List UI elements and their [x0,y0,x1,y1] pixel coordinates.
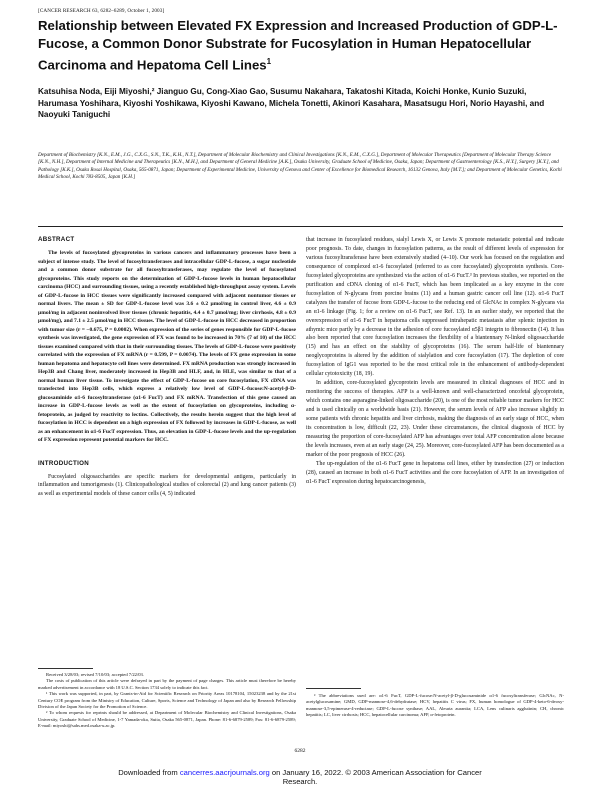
right-paragraph-3: The up-regulation of the α1-6 FucT gene in hepatoma cell lines, either by transfection (27) or induction (28), caused an increase in both α1-6 FucT activities and the core fucosylation of AFP. In an investigation of α1-6 FucT expression during hepatocarcinogenesis, [306,460,564,485]
title-footnote-mark: 1 [266,57,272,66]
right-paragraph-2: In addition, core-fucosylated glycoprotein levels are measured in clinical diagnoses of HCC and in monitoring the success of therapies. AFP is a well-known and well-characterized oncofetal glycoprotein, which contains one asparagine-linked oligosaccharide (20), is one of the most reliable tumor markers for HCC and is used clinically on a worldwide basis (21). However, the serum levels of AFP also increase slightly in some patients with chronic hepatitis and liver cirrhosis, making the diagnosis of an early stage of HCC, when its concentration is low, difficult (22, 23). Under these circumstances, the clinical diagnosis of HCC by measuring the proportion of core-fucosylated AFP has advantages over total AFP concentration alone because the levels increases, even at an early stage (24, 25). Moreover, core-fucosylated AFP has been documented as a marker of the poor prognosis of HCC (26). [306,380,564,458]
download-notice [0,768,600,787]
footnotes-right [306,693,564,718]
abstract-heading: ABSTRACT [38,236,75,243]
author-list: Katsuhisa Noda, Eiji Miyoshi,² Jianguo Gu, Cong-Xiao Gao, Susumu Nakahara, Takatoshi Kitada, Koichi Honke, Kunio Suzuki, Harumasa Yoshihara, Kiyoshi Yoshikawa, Kiyoshi Kawano, Michela Tonetti, Akinori Kasahara, Masatsugu Hori, Norio Hayashi, and Naoyuki Taniguchi [38,87,545,120]
affiliations: Department of Biochemistry [K.N., E.M., J.G., C.X.G., S.N., T.K., K.H., N.T.], Department of Molecular Biochemistry and Clinical Investigations [K.N., E.M., C.X.G.], Department of Molecular Therapeutics [Department of Molecular Therapy Science [K.N., N.H.], Department of Internal Medicine and Therapeutics [K.N., M.H.], and Department of General Medicine [A.K.], Osaka University, Graduate School of Medicine, Osaka, Japan; Department of Gastroenterology [K.S., H.Y.], Surgery [K.Y.], and Pathology [K.K.], Osaka Rosai Hospital, Osaka, 565-0871, Japan; Department of Experimental Medicine, University of Genova and Center of Excellence for Biomedical Research, 16132 Genova, Italy [M.T.]; and Department of Molecular Genetics, Kochi Medical School, Kochi 783-8505, Japan [K.H.] [38,152,562,181]
journal-link[interactable]: cancerres.aacrjournals.org [179,768,270,777]
abstract-text: The levels of fucosylated glycoproteins in various cancers and inflammatory processes have been a subject of intense study. The level of fucosyltransferases and intracellular GDP-L-fucose, a sugar nucleotide and a common donor substrate for all fucosyltransferases, may regulate the level of fucosylated glycoproteins. This study reports on the determination of GDP-L-fucose levels in human hepatocellular carcinoma (HCC) and surrounding tissues, using a recently established high-throughput assay system. Levels of GDP-L-fucose in HCC tissues were significantly increased compared with adjacent nontumor tissues or normal livers. The mean ± SD for GDP-L-fucose level was 3.6 ± 0.2 µmol/mg in control liver, 4.6 ± 0.9 µmol/mg in adjacent noninvolved liver tissues (chronic hepatitis, 4.4 ± 0.7 µmol/mg; liver cirrhosis, 4.8 ± 0.9 µmol/mg), and 7.1 ± 2.5 µmol/mg in HCC tissues. The level of GDP-L-fucose in HCC decreased in proportion with tumor size (r = −0.675, P = 0.0002). When expression of the series of genes responsible for GDP-L-fucose synthesis was investigated, the gene expression of FX was found to be increased in 70% (7 of 10) of the HCC tissues examined compared with that in their surrounding tissues. The levels of GDP-L-fucose were positively correlated with the expression of FX mRNA (r = 0.599, P = 0.0074). The levels of FX gene expression in some human hepatoma and hepatocyte cell lines were determined. FX mRNA production was strongly increased in Hep3B and Chang liver, moderately increased in Hep3B and HLF, and, in HLE, was similar to that of a normal human liver tissue. To investigate the effect of GDP-L-fucose on core fucosylation, FX cDNA was transfected into Hep3B cells, which express a relatively low level of GDP-L-fucose:N-acetyl-β-D-glucosaminide α1-6 fucosyltransferase (α1-6 FucT) and FX mRNA. Transfection of this gene caused an increase in GDP-L-fucose levels as well as the extent of fucosylation on glycoproteins, including α-fetoprotein, as judged by reactivity to lectins. Collectively, the results herein suggest that the high level of fucosylation in HCC is dependent on a high expression of FX followed by increases in GDP-L-fucose, as well as an enhancement in α1-6 FucT expression. Thus, an elevation in GDP-L-fucose levels and the up-regulation of FX expression represent potential markers for HCC. [38,250,296,443]
footnote-abbreviations: ³ The abbreviations used are: α1-6 FucT, GDP-L-fucose:N-acetyl-β-D-glucosaminide α1-6 fucosyltransferase; GlcNAc, N-acetylglucosamine; GMD, GDP-mannose-4,6-dehydratase; HCV, hepatitis C virus; FX, human homologue of GDP-4-keto-6-deoxy-mannose-3,5-epimerase-4-reductase; GDP-L-fucose synthase; AAL, Aleuria aurantia; LCA, Lens culinaris agglutinin; CH, chronic hepatitis; LC, liver cirrhosis; HCC, hepatocellular carcinoma; AFP, α-fetoprotein. [306,693,564,717]
header-divider [38,226,563,227]
download-prefix: Downloaded from [118,768,180,777]
right-column [306,236,564,487]
title-text: Relationship between Elevated FX Expression and Increased Production of GDP-L-Fucose, a Common Donor Substrate for Fucosylation in Human Hepatocellular Carcinoma and Hepatoma Cell Lines [38,18,558,73]
left-column [38,236,296,499]
download-suffix: on January 16, 2022. © 2003 American Association for Cancer [269,768,482,777]
footnote-divider-right [306,688,361,689]
footnotes-left [38,672,296,730]
footnote-costs: The costs of publication of this article were defrayed in part by the payment of page charges. This article must therefore be hereby marked advertisement in accordance with 18 U.S.C. Section 1734 solely to indicate this fact. [38,678,296,690]
footnote-received: Received 3/28/03; revised 7/10/03; accepted 7/22/03. [46,672,144,677]
footnote-funding: ¹ This work was supported, in part, by Grants-in-Aid for Scientific Research on Priority Areas 10178104, 15023238 and by the 21st Century COE program from the Ministry of Education, Culture, Sports, Science and Technology of Japan and also by Research Fellowship Division of the Japan Society for the Promotion of Science. [38,691,296,710]
page-number: 6282 [294,748,306,754]
download-line2: Research. [282,777,318,787]
footnote-reprints: ² To whom requests for reprints should be addressed, at Department of Molecular Biochemistry and Clinical Investigations, Osaka University, Graduate School of Medicine, 1-7 Yamada-oka, Suita, Osaka 565-0871, Japan. Phone: 81-6-6879-2589; Fax: 81-6-6879-2589; E-mail: miyoshi@sahs.med.osaka-u.ac.jp. [38,710,296,729]
right-paragraph-1: that increase in fucosylated residues, sialyl Lewis X, or Lewis X promote metastatic potential and indicate poor prognosis. To date, changes in fucosylation patterns, as the result of different levels of expression for various fucosyltransferase have been extensively studied (4–10). Our work has focused on the regulation and consequence of complexed α1-6 fucosylated (referred to as core fucosylated) glycoprotein synthesis. Core-fucosylated glycoproteins are synthesized via the action of α1-6 FucT.³ In previous studies, we reported on the purification and cDNA cloning of α1-6 FucT, which has been implicated as a key enzyme in the core fucosylation of N-glycans from porcine brains (11) and a human gastric cancer cell line (12). α1-6 FucT catalyzes the transfer of fucose from GDP-L-fucose to the reducing end of GlcNAc in complex N-glycans via an α1-6 linkage (Fig. 1; for a review on α1-6 FucT, see Ref. 13). In an earlier study, we reported that the overexpression of α1-6 FucT in hepatoma cells suppressed intrahepatic metastasis after splenic injection in athymic mice partly by a decrease in the adhesion of core fucosylated α5β1 integrin to fibronectin (14). It has also been reported that core fucosylation increases the flexibility of a biantennary N-linked oligosaccharide (15) and has an effect on the stability of glycoproteins (16). The serum half-life of biantennary neoglycoproteins is altered by the addition of sialylation and core fucosylation (17). The depletion of core fucosylation of IgG1 was reported to be the most critical role in the enhancement of antibody-dependent cellular cytotoxicity (18, 19). [306,237,564,378]
journal-citation-header: [CANCER RESEARCH 63, 6282–6289, October 1, 2003] [38,8,165,14]
introduction-text: Fucosylated oligosaccharides are specific markers for developmental antigens, particularly in inflammation and tumorigenesis (1). Clinicopathological studies of colorectal (2) and lung cancer patients (3) as well as experimental models of these cancer cells (4, 5) indicated [38,473,296,498]
footnote-divider-left [38,668,93,669]
introduction-heading: INTRODUCTION [38,459,90,467]
article-title [38,17,563,74]
